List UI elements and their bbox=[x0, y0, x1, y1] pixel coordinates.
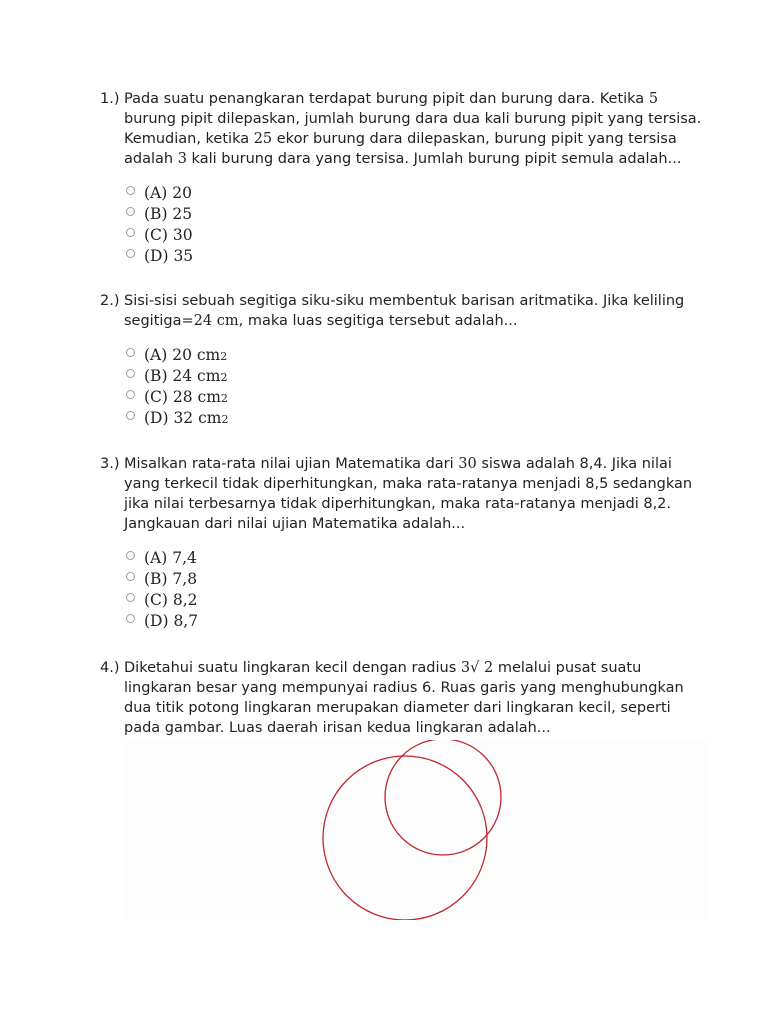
question-2 bbox=[100, 291, 710, 429]
option-unit-exponent: 2 bbox=[221, 412, 229, 426]
radio-button-icon[interactable] bbox=[126, 228, 135, 237]
question-number: 3.) bbox=[100, 456, 120, 472]
text-segment: Pada suatu penangkaran terdapat burung pipit dan burung dara. Ketika bbox=[124, 91, 649, 107]
answer-options bbox=[126, 345, 710, 429]
option-main-text: (C) 28 cm bbox=[144, 387, 221, 406]
radio-button-icon[interactable] bbox=[126, 551, 135, 560]
radio-button-icon[interactable] bbox=[126, 390, 135, 399]
intersecting-circles-figure bbox=[122, 740, 710, 920]
text-segment: Diketahui suatu lingkaran kecil dengan radius bbox=[124, 660, 461, 676]
question-3 bbox=[100, 454, 710, 632]
question-text bbox=[124, 454, 710, 534]
option-d[interactable] bbox=[126, 611, 710, 632]
option-label bbox=[144, 345, 227, 367]
answer-options bbox=[126, 183, 710, 267]
option-label bbox=[144, 366, 227, 388]
radio-button-icon[interactable] bbox=[126, 614, 135, 623]
number-value: 3 bbox=[177, 151, 187, 167]
option-main-text: (D) 32 cm bbox=[144, 408, 222, 427]
option-main-text: (B) 24 cm bbox=[144, 366, 221, 385]
text-segment: ekor burung dara dilepaskan, burung pipit yang tersisa adalah bbox=[124, 131, 677, 167]
option-b[interactable] bbox=[126, 366, 710, 387]
number-value: 5 bbox=[648, 91, 659, 107]
question-1 bbox=[100, 89, 710, 267]
question-text bbox=[124, 291, 710, 331]
option-d[interactable] bbox=[126, 246, 710, 267]
option-label: (C) 8,2 bbox=[144, 591, 198, 609]
radius-expression: 3√ 2 bbox=[460, 660, 494, 676]
radio-button-icon[interactable] bbox=[126, 572, 135, 581]
text-segment: burung pipit dilepaskan, jumlah burung dara dua kali burung pipit yang tersisa. Kemudian, ketika bbox=[124, 111, 702, 147]
question-4 bbox=[100, 658, 710, 738]
option-label: (C) 30 bbox=[144, 226, 193, 244]
option-c[interactable] bbox=[126, 387, 710, 408]
radio-button-icon[interactable] bbox=[126, 593, 135, 602]
small-circle bbox=[385, 740, 501, 855]
option-main-text: (A) 20 cm bbox=[144, 345, 221, 364]
option-unit-exponent: 2 bbox=[220, 349, 228, 363]
radio-button-icon[interactable] bbox=[126, 249, 135, 258]
option-c[interactable] bbox=[126, 225, 710, 246]
option-unit-exponent: 2 bbox=[220, 370, 228, 384]
option-b[interactable] bbox=[126, 204, 710, 225]
option-label: (D) 35 bbox=[144, 247, 194, 265]
text-segment: kali burung dara yang tersisa. Jumlah burung pipit semula adalah... bbox=[186, 151, 682, 167]
option-label: (B) 7,8 bbox=[144, 570, 198, 588]
option-d[interactable] bbox=[126, 408, 710, 429]
text-segment: , maka luas segitiga tersebut adalah... bbox=[238, 313, 518, 329]
text-segment: Misalkan rata-rata nilai ujian Matematika dari bbox=[124, 456, 459, 472]
text-segment: melalui pusat suatu lingkaran besar yang mempunyai radius 6. Ruas garis yang menghubungkan dua titik potong lingkaran merupakan diameter dari lingkaran kecil, seperti pada gambar. Luas daerah irisan kedua lingkaran adalah... bbox=[124, 660, 684, 736]
number-value: 30 bbox=[458, 456, 477, 472]
option-label: (D) 8,7 bbox=[144, 612, 199, 630]
option-b[interactable] bbox=[126, 569, 710, 590]
option-a[interactable] bbox=[126, 548, 710, 569]
radio-button-icon[interactable] bbox=[126, 411, 135, 420]
question-number: 2.) bbox=[100, 293, 120, 309]
option-unit-exponent: 2 bbox=[220, 391, 228, 405]
option-a[interactable] bbox=[126, 345, 710, 366]
text-segment: siswa adalah 8,4. Jika nilai yang terkecil tidak diperhitungkan, maka rata-ratanya menjadi 8,5 sedangkan jika nilai terbesarnya tidak diperhitungkan, maka rata-ratanya menjadi 8,2. Jangkauan dari nilai ujian Matematika adalah... bbox=[124, 456, 693, 532]
option-a[interactable] bbox=[126, 183, 710, 204]
question-text bbox=[124, 658, 710, 738]
option-label bbox=[144, 387, 228, 409]
question-number: 4.) bbox=[100, 660, 120, 676]
circles-diagram bbox=[122, 740, 710, 920]
large-circle bbox=[323, 756, 487, 920]
question-text bbox=[124, 89, 710, 169]
radio-button-icon[interactable] bbox=[126, 186, 135, 195]
option-label: (A) 7,4 bbox=[144, 549, 197, 567]
option-label: (A) 20 bbox=[144, 184, 192, 202]
question-number: 1.) bbox=[100, 91, 120, 107]
option-label bbox=[144, 408, 228, 430]
radio-button-icon[interactable] bbox=[126, 207, 135, 216]
text-segment: Sisi-sisi sebuah segitiga siku-siku membentuk barisan aritmatika. Jika keliling segitiga= bbox=[124, 293, 685, 329]
number-value: 24 cm bbox=[193, 313, 239, 329]
answer-options bbox=[126, 548, 710, 632]
option-label: (B) 25 bbox=[144, 205, 193, 223]
option-c[interactable] bbox=[126, 590, 710, 611]
number-value: 25 bbox=[253, 131, 273, 147]
radio-button-icon[interactable] bbox=[126, 369, 135, 378]
radio-button-icon[interactable] bbox=[126, 348, 135, 357]
